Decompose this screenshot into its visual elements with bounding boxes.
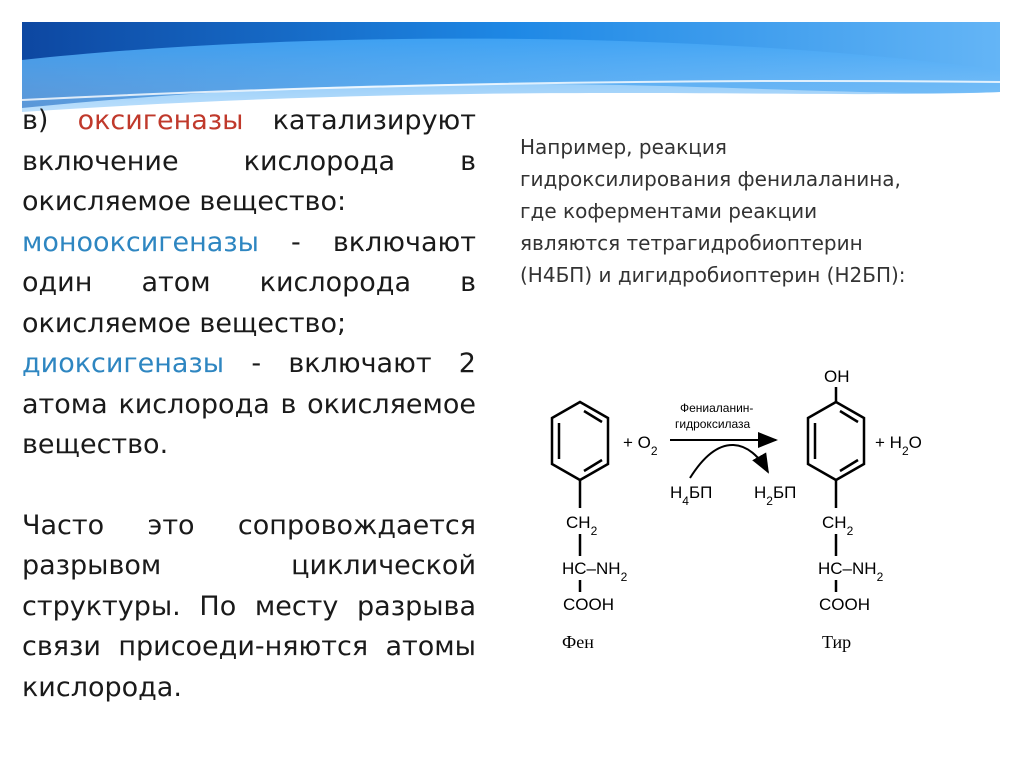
text-oxygenases-desc: катализируют включение кислорода в окисляемое вещество:	[22, 105, 476, 217]
right-line: где коферментами реакции	[520, 199, 818, 223]
label-tyr: Тир	[822, 632, 852, 652]
term-dioxygenases: диоксигеназы	[22, 348, 225, 379]
paragraph-dioxygenases	[22, 344, 476, 466]
cofactor-arrow	[690, 445, 768, 478]
right-line: являются тетрагидробиоптерин	[520, 231, 863, 255]
paragraph-ring-cleavage: Часто это сопровождается разрывом циклической структуры. По месту разрыва связи присоеди-няются атомы кислорода.	[22, 509, 476, 703]
text-dioxygenases-desc: - включают 2 атома кислорода в окисляемое вещество.	[22, 348, 476, 460]
reaction-scheme	[540, 360, 940, 680]
text-monooxygenases-desc: - включают один атом кислорода в окисляемое вещество;	[22, 226, 476, 339]
plus-o2-text: + $O_2$	[623, 433, 658, 458]
spacer	[22, 466, 476, 506]
phe-hc-nh2: $HC-NH_2$	[562, 559, 628, 584]
phe-cooh: COOH	[563, 595, 614, 614]
plus-h2o-text: + $H_2O$	[875, 433, 922, 458]
h2bp-text: $H_2БП$	[754, 483, 797, 508]
term-oxygenases: оксигеназы	[77, 105, 244, 136]
enzyme-label-2: гидроксилаза	[675, 417, 751, 431]
tyr-oh: OH	[824, 367, 850, 386]
h4bp-text: $H_4БП$	[670, 483, 713, 508]
text-prefix: в)	[22, 105, 78, 136]
right-line: (Н4БП) и дигидробиоптерин (Н2БП):	[520, 263, 906, 287]
paragraph-monooxygenases	[22, 223, 476, 345]
right-line: гидроксилирования фенилаланина,	[520, 167, 901, 191]
right-text-block	[520, 131, 1000, 291]
phe-ch2: $CH_2$	[566, 513, 598, 538]
tyr-ch2: $CH_2$	[822, 513, 854, 538]
left-text-block	[22, 101, 476, 708]
right-line: Например, реакция	[520, 135, 727, 159]
tyr-cooh: COOH	[819, 595, 870, 614]
label-phe: Фен	[562, 632, 594, 652]
term-monooxygenases: монооксигеназы	[22, 226, 259, 258]
tyr-hc-nh2: $HC-NH_2$	[818, 559, 884, 584]
paragraph-oxygenases	[22, 101, 476, 223]
enzyme-label-1: Фениаланин-	[680, 401, 754, 415]
